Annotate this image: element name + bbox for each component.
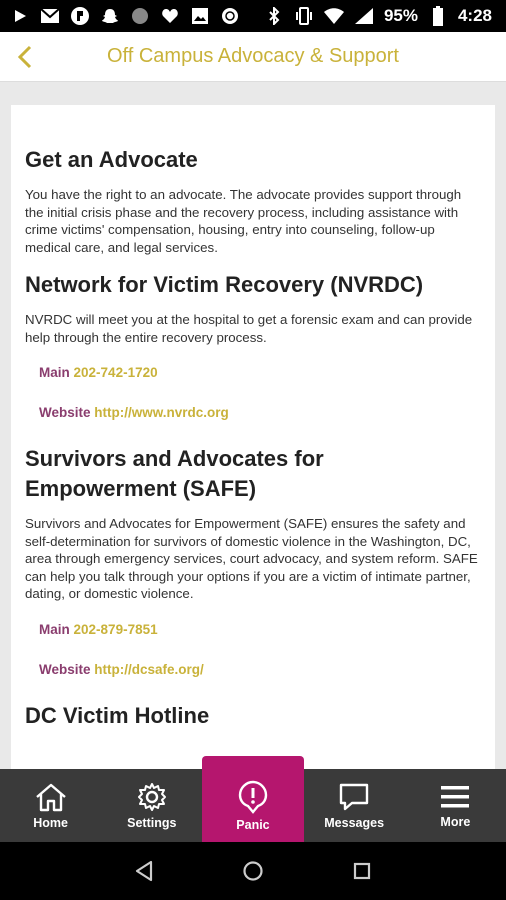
wifi-icon	[324, 6, 344, 26]
snapchat-icon	[100, 6, 120, 26]
nav-home[interactable]	[0, 769, 101, 842]
content-card	[11, 105, 495, 769]
bluetooth-icon	[264, 6, 284, 26]
section-safe	[25, 444, 481, 679]
contact-label: Website	[39, 405, 91, 420]
contact-label: Main	[39, 621, 70, 637]
menu-icon	[439, 783, 471, 811]
nav-label: Panic	[236, 817, 270, 832]
battery-percentage: 95%	[383, 6, 418, 25]
website-link[interactable]: http://www.nvrdc.org	[94, 405, 229, 420]
contact-website-row	[39, 661, 481, 679]
system-recents-button[interactable]	[348, 857, 376, 885]
section-body: You have the right to an advocate. The advocate provides support through the initial crisis phase and the recovery process, including assistance with crime victims' compensation, housing, entry into counseling, follow-up medical care, and legal services.	[25, 187, 462, 255]
phone-link[interactable]: 202-879-7851	[73, 621, 158, 637]
website-link[interactable]: http://dcsafe.org/	[94, 661, 204, 677]
triangle-back-icon	[134, 860, 154, 882]
contact-main-row	[39, 621, 481, 639]
section-title: DC Victim Hotline	[25, 702, 210, 728]
gear-icon	[137, 782, 167, 812]
vibrate-icon	[294, 6, 314, 26]
page-title: Off Campus Advocacy & Support	[106, 45, 399, 67]
alert-icon	[238, 780, 268, 814]
nav-messages[interactable]	[304, 769, 405, 842]
phone-link[interactable]: 202-742-1720	[73, 365, 158, 380]
record-icon	[130, 6, 150, 26]
section-title: Get an Advocate	[25, 147, 198, 172]
contact-label: Main	[39, 365, 70, 380]
signal-icon	[354, 6, 374, 26]
bottom-nav	[0, 769, 506, 842]
circle-home-icon	[242, 860, 264, 882]
section-dc-victim-hotline	[25, 701, 481, 731]
contact-website-row	[39, 404, 481, 422]
square-recents-icon	[352, 861, 372, 881]
status-right	[264, 6, 492, 26]
nav-settings[interactable]	[101, 769, 202, 842]
app-p-icon	[70, 6, 90, 26]
dribbble-icon	[220, 6, 240, 26]
play-icon	[10, 6, 30, 26]
content-scroll-area[interactable]	[0, 82, 506, 769]
status-left	[10, 6, 240, 26]
system-back-button[interactable]	[130, 857, 158, 885]
section-nvrdc	[25, 270, 481, 422]
section-body: NVRDC will meet you at the hospital to get a forensic exam and can provide help through the entire recovery process.	[25, 312, 473, 345]
nav-label: Messages	[324, 815, 385, 830]
contact-label: Website	[39, 661, 91, 677]
contact-main-row	[39, 364, 481, 382]
chevron-left-icon	[16, 45, 34, 69]
home-icon	[34, 782, 68, 812]
section-body: Survivors and Advocates for Empowerment (SAFE) ensures the safety and self-determination for survivors of domestic violence in the Washington, DC, area through emergency services, court advocacy, and system reform. SAFE can help you talk through your options if you are a victim of intimate partner, dating, or domestic violence.	[25, 516, 478, 601]
battery-icon	[428, 6, 448, 26]
nav-label: Settings	[127, 815, 177, 830]
back-button[interactable]	[8, 40, 42, 74]
nav-label: More	[440, 814, 471, 829]
section-title: Survivors and Advocates for Empowerment (SAFE)	[25, 446, 324, 501]
chat-icon	[338, 782, 370, 812]
system-nav-bar	[0, 842, 506, 900]
nav-label: Home	[33, 815, 68, 830]
mail-icon	[40, 6, 60, 26]
section-title: Network for Victim Recovery (NVRDC)	[25, 272, 424, 297]
status-bar	[0, 0, 506, 32]
heart-icon	[160, 6, 180, 26]
image-icon	[190, 6, 210, 26]
section-get-advocate	[25, 145, 481, 256]
nav-panic[interactable]	[202, 756, 303, 842]
system-home-button[interactable]	[239, 857, 267, 885]
clock: 4:28	[457, 6, 492, 25]
nav-more[interactable]	[405, 769, 506, 842]
app-header	[0, 32, 506, 82]
